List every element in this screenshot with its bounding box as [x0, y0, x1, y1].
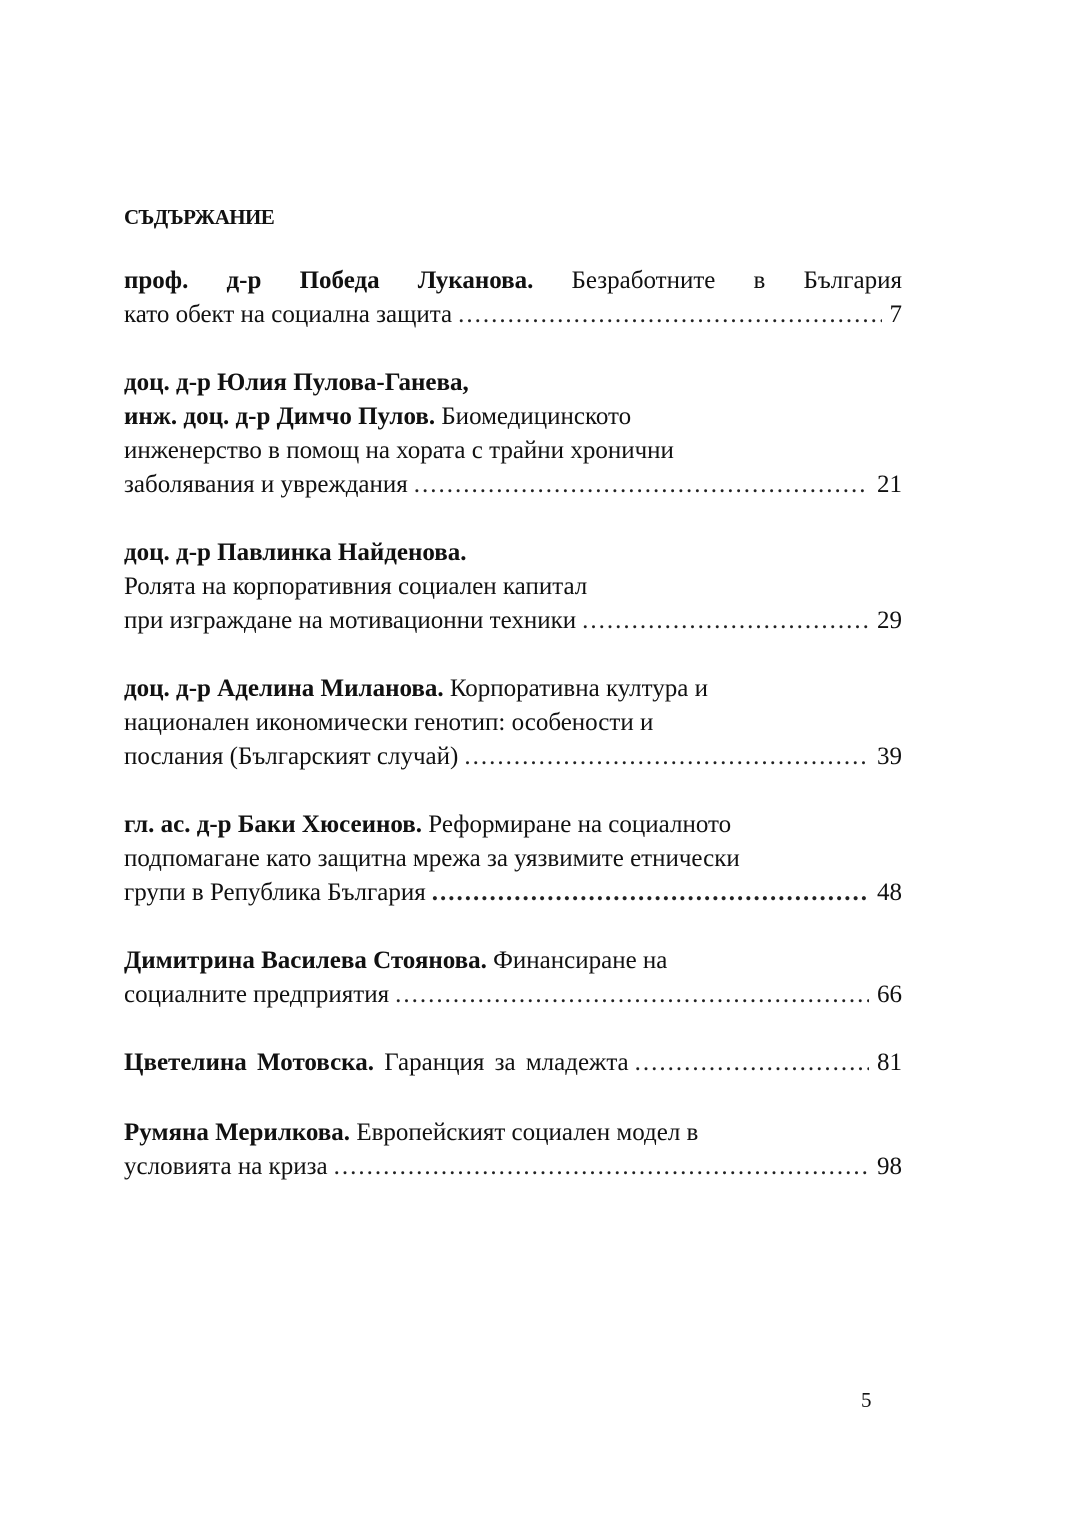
toc-page-number[interactable]: 29 — [877, 607, 902, 634]
toc-title-text: условията на криза — [124, 1153, 328, 1180]
toc-title-text: Европейският социален модел в — [350, 1119, 699, 1146]
toc-entry[interactable] — [124, 366, 902, 502]
dot-leader — [414, 468, 869, 502]
toc-line — [124, 740, 902, 774]
toc-title-text: инженерство в помощ на хората с трайни хронични — [124, 437, 674, 464]
toc-title-text: Биомедицинското — [435, 403, 632, 430]
toc-page-number[interactable]: 81 — [877, 1049, 902, 1076]
toc-page-number[interactable]: 21 — [877, 471, 902, 498]
toc-line — [124, 604, 902, 638]
toc-title-text: социалните предприятия — [124, 981, 390, 1008]
toc-author: доц. д-р Аделина Миланова. — [124, 675, 444, 702]
toc-author: Румяна Мерилкова. — [124, 1119, 351, 1146]
toc-entry[interactable] — [124, 264, 902, 332]
toc-line — [124, 706, 902, 740]
toc-line — [124, 842, 902, 876]
toc-page-number[interactable]: 48 — [877, 879, 902, 906]
toc-page-number[interactable]: 7 — [889, 301, 902, 328]
toc-line — [124, 944, 902, 978]
toc-title-text — [124, 1046, 629, 1080]
toc-entry[interactable] — [124, 1046, 902, 1080]
dot-leader — [334, 1150, 869, 1184]
toc-line — [124, 876, 902, 910]
toc-title-text: Гаранция за младежта — [373, 1049, 629, 1076]
toc-page-number[interactable]: 39 — [877, 743, 902, 770]
toc-line — [124, 808, 826, 842]
toc-entry[interactable] — [124, 536, 902, 638]
toc-line — [124, 366, 902, 400]
toc-entry[interactable] — [124, 944, 902, 1012]
toc-page-number[interactable]: 66 — [877, 981, 902, 1008]
toc-title-text: национален икономически генотип: особености и — [124, 709, 654, 736]
dot-leader — [464, 740, 869, 774]
toc-author: доц. д-р Павлинка Найденова. — [124, 539, 467, 566]
toc-title-text: Ролята на корпоративния социален капитал — [124, 573, 588, 600]
dot-leader — [635, 1046, 869, 1080]
toc-author: инж. доц. д-р Димчо Пулов. — [124, 403, 436, 430]
toc-title-text: при изграждане на мотивационни техники — [124, 607, 577, 634]
toc-title-text: подпомагане като защитна мрежа за уязвимите етнически — [124, 845, 740, 872]
toc-author: гл. ас. д-р Баки Хюсеинов. — [124, 811, 423, 838]
toc-line — [124, 434, 902, 468]
toc-title-text: Безработните в България — [533, 267, 902, 294]
toc-title-text: Реформиране на социалното — [422, 811, 732, 838]
dot-leader — [582, 604, 869, 638]
toc-title-text: като обект на социална защита — [124, 301, 453, 328]
toc-author: Димитрина Василева Стоянова. — [124, 947, 487, 974]
toc-title-text: групи в Република България — [124, 879, 426, 906]
page-title: СЪДЪРЖАНИЕ — [124, 205, 275, 229]
toc-entry[interactable] — [124, 1116, 902, 1184]
toc-line — [124, 536, 902, 570]
toc-title-text: Корпоративна култура и — [443, 675, 708, 702]
toc-line — [124, 400, 714, 434]
dot-leader — [432, 876, 869, 910]
toc-line — [124, 570, 902, 604]
toc-author: доц. д-р Юлия Пулова-Ганева, — [124, 369, 469, 396]
toc-entry[interactable] — [124, 808, 902, 910]
toc-line — [124, 1150, 902, 1184]
toc-title-text: послания (Българският случай) — [124, 743, 459, 770]
page-number: 5 — [861, 1388, 872, 1412]
toc-line — [124, 672, 802, 706]
toc-author: проф. д-р Победа Луканова. — [124, 267, 534, 294]
toc-title-text: заболявания и увреждания — [124, 471, 408, 498]
toc-line — [124, 468, 902, 502]
toc-line — [124, 1046, 902, 1080]
toc-line — [124, 264, 902, 298]
dot-leader — [458, 298, 881, 332]
toc-line — [124, 1116, 786, 1150]
toc-title-text: Финансиране на — [486, 947, 668, 974]
toc-page-number[interactable]: 98 — [877, 1153, 902, 1180]
toc-line — [124, 298, 902, 332]
toc-line — [124, 978, 902, 1012]
toc-entry[interactable] — [124, 672, 902, 774]
toc-author: Цветелина Мотовска. — [124, 1049, 374, 1076]
dot-leader — [395, 978, 869, 1012]
